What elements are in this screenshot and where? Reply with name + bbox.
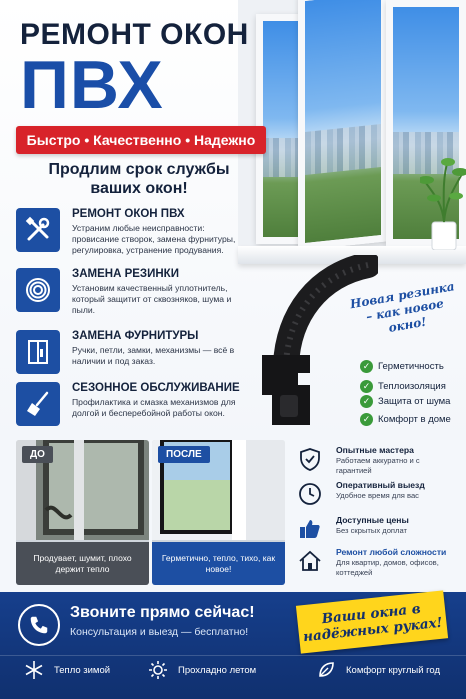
advantage-text: Работаем аккуратно и с гарантией [336, 456, 420, 475]
sun-icon [148, 660, 168, 680]
subtitle: Продлим срок службы ваших окон! [48, 161, 230, 197]
house-icon [298, 549, 322, 573]
cta-title: Звоните прямо сейчас! [70, 604, 255, 621]
feature-item: ✓ Комфорт в доме [360, 413, 466, 429]
service-title: СЕЗОННОЕ ОБСЛУЖИВАНИЕ [72, 382, 240, 394]
check-icon: ✓ [360, 413, 373, 426]
phone-icon[interactable] [18, 604, 60, 646]
title-line-1: РЕМОНТ ОКОН [20, 18, 249, 51]
advantage-item [298, 445, 458, 479]
after-photo [152, 440, 285, 585]
feature-item: ✓ Герметичность [360, 360, 466, 376]
bottom-label: Тепло зимой [54, 664, 111, 676]
tagline-badge: Быстро • Качественно • Надежно [16, 126, 266, 154]
service-text: Ручки, петли, замки, механизмы — всё в наличии и под заказ. [72, 345, 235, 366]
advantage-text: Для квартир, домов, офисов, коттеджей [336, 558, 439, 577]
broom-icon [16, 382, 60, 426]
check-icon: ✓ [360, 395, 373, 408]
service-text: Установим качественный уплотнитель, который защитит от сквозняков, шума и пыли. [72, 283, 232, 315]
advantage-text: Удобное время для вас [336, 491, 419, 500]
clock-icon [298, 482, 322, 506]
advantage-title: Доступные цены [336, 515, 409, 525]
advantage-text: Без скрытых доплат [336, 526, 408, 535]
after-caption: Герметично, тепло, тихо, как новое! [152, 542, 285, 585]
handwritten-note: Новая резинка – как новое окно! [349, 279, 456, 335]
advantage-title: Ремонт любой сложности [336, 547, 447, 557]
bottom-label: Прохладно летом [178, 664, 257, 676]
window-handle-icon [16, 330, 60, 374]
title-line-2: ПВХ [20, 47, 164, 123]
advantage-title: Оперативный выезд [336, 480, 425, 490]
after-tag: ПОСЛЕ [158, 446, 210, 463]
bottom-item-comfort [316, 658, 440, 682]
bottom-item-winter [24, 658, 110, 682]
check-icon: ✓ [360, 360, 373, 373]
advantage-title: Опытные мастера [336, 445, 414, 455]
tools-icon [16, 208, 60, 252]
advantage-item [298, 480, 458, 514]
seal-coil-icon [16, 268, 60, 312]
before-caption: Продувает, шумит, плохо держит тепло [16, 542, 149, 585]
feature-item: ✓ Защита от шума [360, 395, 466, 411]
shield-check-icon [298, 447, 322, 471]
check-icon: ✓ [360, 380, 373, 393]
bottom-label: Комфорт круглый год [346, 664, 441, 676]
service-item-hardware [16, 330, 246, 390]
advantage-item [298, 515, 458, 549]
before-tag: ДО [22, 446, 53, 463]
before-photo [16, 440, 149, 585]
window-open-sash [298, 0, 388, 251]
feature-item: ✓ Теплоизоляция [360, 380, 466, 396]
service-text: Профилактика и смазка механизмов для долгой и бесперебойной работы окон. [72, 397, 236, 418]
service-item-seal [16, 268, 246, 328]
cta-subtitle: Консультация и выезд — бесплатно! [70, 626, 249, 638]
bottom-item-summer [148, 658, 256, 682]
service-title: ЗАМЕНА ФУРНИТУРЫ [72, 330, 199, 342]
service-title: РЕМОНТ ОКОН ПВХ [72, 208, 185, 220]
service-text: Устраним любые неисправности: провисание створок, замена фурнитуры, регулировка, устранение продувания. [72, 223, 236, 255]
advantage-item [298, 547, 458, 581]
trust-banner: Ваши окна в надёжных руках! [296, 590, 448, 653]
snowflake-icon [24, 660, 44, 680]
service-title: ЗАМЕНА РЕЗИНКИ [72, 268, 179, 280]
service-item-maintenance [16, 382, 246, 440]
leaf-icon [316, 660, 336, 680]
thumbs-up-icon [298, 517, 322, 541]
plant-icon [420, 140, 466, 250]
service-item-repair [16, 208, 246, 268]
